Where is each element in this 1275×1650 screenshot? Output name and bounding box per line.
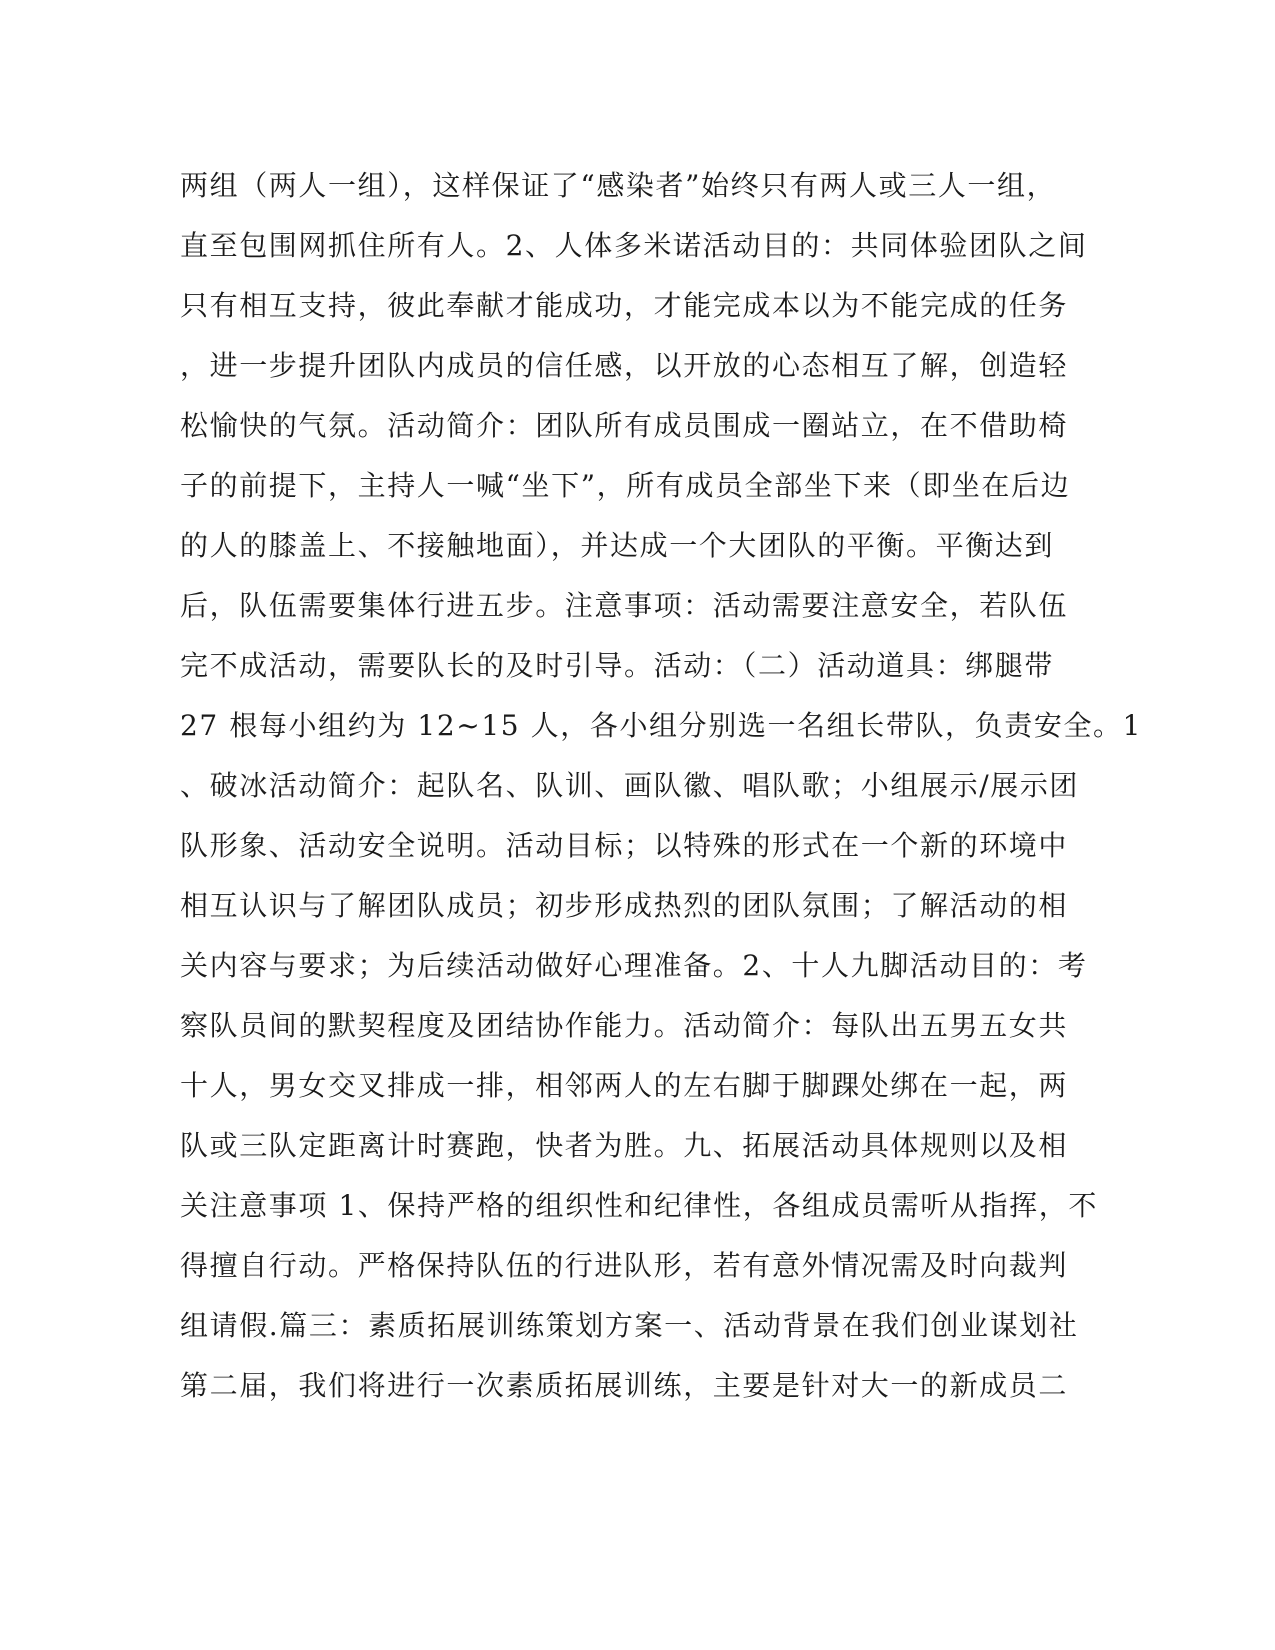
text-line: 得擅自行动。严格保持队伍的行进队形，若有意外情况需及时向裁判 — [180, 1249, 1069, 1282]
text-line: 队形象、活动安全说明。活动目标；以特殊的形式在一个新的环境中 — [180, 829, 1069, 862]
text-line: 、破冰活动简介：起队名、队训、画队徽、唱队歌；小组展示/展示团 — [180, 769, 1080, 802]
text-line: 直至包围网抓住所有人。2、人体多米诺活动目的：共同体验团队之间 — [180, 229, 1088, 262]
text-line: ，进一步提升团队内成员的信任感，以开放的心态相互了解，创造轻 — [180, 349, 1069, 382]
text-line: 关内容与要求；为后续活动做好心理准备。2、十人九脚活动目的：考 — [180, 949, 1088, 982]
text-line: 只有相互支持，彼此奉献才能成功，才能完成本以为不能完成的任务 — [180, 289, 1069, 322]
text-line: 相互认识与了解团队成员；初步形成热烈的团队氛围；了解活动的相 — [180, 889, 1069, 922]
body-text — [180, 156, 1143, 1416]
text-line: 关注意事项 1、保持严格的组织性和纪律性，各组成员需听从指挥，不 — [180, 1189, 1098, 1222]
text-line: 队或三队定距离计时赛跑，快者为胜。九、拓展活动具体规则以及相 — [180, 1129, 1069, 1162]
text-line: 子的前提下，主持人一喊“坐下”，所有成员全部坐下来（即坐在后边 — [180, 469, 1071, 502]
text-line: 察队员间的默契程度及团结协作能力。活动简介：每队出五男五女共 — [180, 1009, 1069, 1042]
text-line: 27 根每小组约为 12~15 人，各小组分别选一名组长带队，负责安全。1 — [180, 709, 1143, 742]
text-line: 两组（两人一组），这样保证了“感染者”始终只有两人或三人一组， — [180, 169, 1057, 202]
text-line: 完不成活动，需要队长的及时引导。活动：（二）活动道具：绑腿带 — [180, 649, 1055, 682]
text-line: 的人的膝盖上、不接触地面），并达成一个大团队的平衡。平衡达到 — [180, 529, 1055, 562]
text-line: 后，队伍需要集体行进五步。注意事项：活动需要注意安全，若队伍 — [180, 589, 1069, 622]
text-line: 松愉快的气氛。活动简介：团队所有成员围成一圈站立，在不借助椅 — [180, 409, 1069, 442]
text-line: 十人，男女交叉排成一排，相邻两人的左右脚于脚踝处绑在一起，两 — [180, 1069, 1069, 1102]
text-line: 组请假.篇三：素质拓展训练策划方案一、活动背景在我们创业谋划社 — [180, 1309, 1079, 1342]
text-line: 第二届，我们将进行一次素质拓展训练，主要是针对大一的新成员二 — [180, 1369, 1069, 1402]
